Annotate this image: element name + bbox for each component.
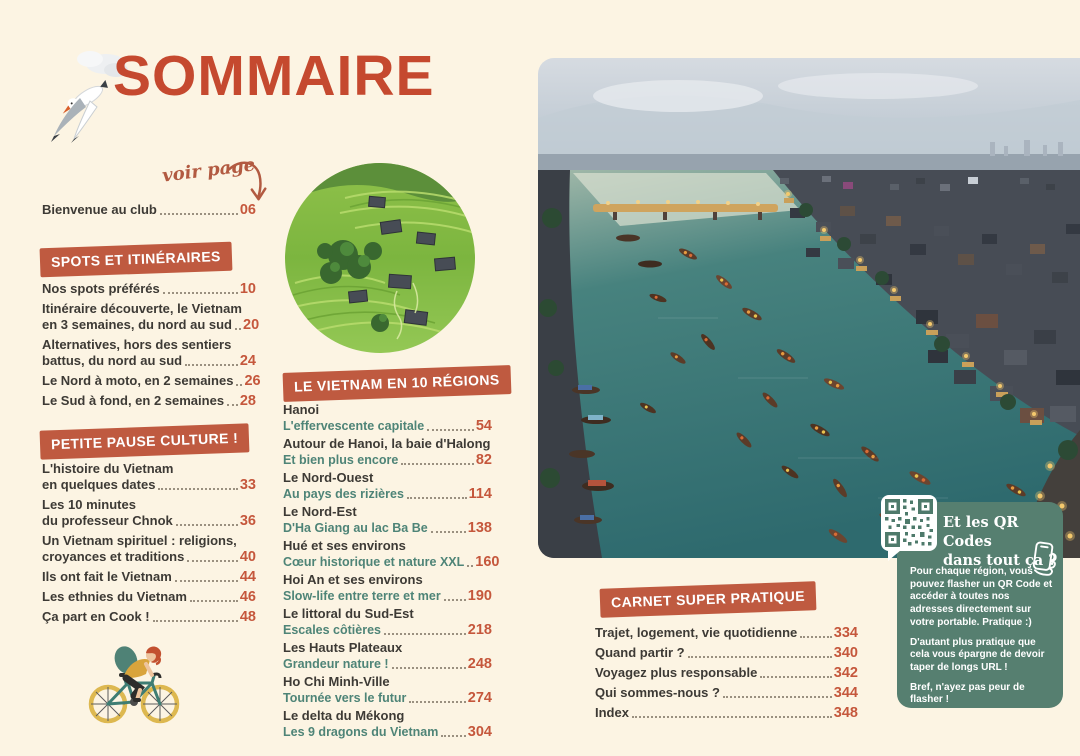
dot-leader (176, 524, 238, 526)
region-subtitle: Cœur historique et nature XXL (283, 555, 465, 569)
qr-panel-text: Pour chaque région, vous pouvez flasher un QR Code et accéder à toutes nos adresses directement sur votre portable. Pratique :) D'autant plus pratique que cela vous épargne de devoir taper de longs URL ! Bref, n'ayez pas peur de flasher ! (910, 566, 1053, 706)
toc-entry-label: L'histoire du Vietnam (42, 461, 174, 476)
qr-panel-title: Et les QR Codes dans tout ça ? (943, 514, 1057, 569)
region-subtitle: Slow-life entre terre et mer (283, 589, 441, 603)
toc-entry (283, 640, 492, 672)
toc-entry (595, 705, 858, 721)
toc-entry-label: Bienvenue au club (42, 202, 157, 217)
toc-entry-page: 304 (467, 724, 492, 740)
toc-entry-label: Les ethnies du Vietnam (42, 589, 187, 604)
dot-leader (163, 292, 238, 294)
toc-entry (42, 461, 256, 493)
toc-entry-label: Alternatives, hors des sentiers (42, 337, 232, 352)
toc-entry (595, 645, 858, 661)
toc-entry (42, 337, 256, 369)
toc-entry (42, 373, 261, 389)
page-title: SOMMAIRE (113, 44, 435, 108)
dot-leader (227, 404, 238, 406)
toc-entry-welcome (42, 202, 256, 218)
dot-leader (158, 488, 237, 490)
dot-leader (236, 384, 242, 386)
region-name: Le Nord-Ouest (283, 470, 374, 485)
toc-entry-label: Ça part en Cook ! (42, 609, 150, 624)
toc-entry-page: 344 (833, 685, 858, 701)
toc-entry (283, 402, 492, 434)
toc-entry-label: Index (595, 705, 629, 720)
region-name: Hanoi (283, 402, 320, 417)
dot-leader (407, 497, 467, 499)
dot-leader (444, 599, 466, 601)
toc-entry-page: 82 (475, 452, 492, 468)
toc-entry (283, 538, 500, 570)
region-subtitle: D'Ha Giang au lac Ba Be (283, 521, 428, 535)
toc-entry-page: 160 (475, 554, 500, 570)
toc-entry-page: 28 (239, 393, 256, 409)
toc-entry-page: 190 (467, 588, 492, 604)
toc-entry-label: battus, du nord au sud (42, 353, 183, 368)
toc-entry-page: 20 (243, 317, 260, 333)
toc-entry (595, 685, 858, 701)
toc-list-carnet (595, 625, 858, 725)
region-name: Ho Chi Minh-Ville (283, 674, 390, 689)
region-subtitle: Au pays des rizières (283, 487, 404, 501)
qr-code-icon (881, 495, 937, 551)
dot-leader (185, 364, 238, 366)
toc-entry-label: du professeur Chnok (42, 513, 173, 528)
toc-entry-page: 334 (833, 625, 858, 641)
toc-entry-page: 138 (467, 520, 492, 536)
toc-list-culture (42, 461, 256, 629)
rice-terrace-photo (285, 163, 475, 353)
region-subtitle: Les 9 dragons du Vietnam (283, 725, 439, 739)
dot-leader (800, 636, 832, 638)
region-name: Les Hauts Plateaux (283, 640, 403, 655)
region-subtitle: Grandeur nature ! (283, 657, 389, 671)
toc-entry (42, 533, 256, 565)
toc-list-spots (42, 281, 261, 413)
toc-entry-label: Quand partir ? (595, 645, 685, 660)
toc-entry-page: 48 (239, 609, 256, 625)
toc-entry (595, 625, 858, 641)
toc-entry-page: 10 (239, 281, 256, 297)
region-subtitle: Tournée vers le futur (283, 691, 407, 705)
dot-leader (235, 328, 241, 330)
hoi-an-aerial-photo (538, 58, 1080, 558)
toc-entry (283, 504, 492, 536)
toc-entry-page: 44 (239, 569, 256, 585)
dot-leader (431, 531, 466, 533)
see-page-note: voir page (161, 154, 257, 187)
toc-entry-page: 54 (475, 418, 492, 434)
toc-entry-label: Un Vietnam spirituel : religions, (42, 533, 237, 548)
region-subtitle: L'effervescente capitale (283, 419, 425, 433)
toc-entry-label: Trajet, logement, vie quotidienne (595, 625, 798, 640)
toc-entry-page: 342 (833, 665, 858, 681)
section-title-culture: PETITE PAUSE CULTURE ! (40, 423, 250, 459)
toc-entry-label: Ils ont fait le Vietnam (42, 569, 172, 584)
region-name: Autour de Hanoi, la baie d'Halong (283, 436, 491, 451)
dot-leader (760, 676, 831, 678)
curved-arrow-icon (226, 158, 270, 204)
toc-entry-page: 218 (467, 622, 492, 638)
toc-entry (283, 572, 492, 604)
dot-leader (190, 600, 238, 602)
toc-entry (283, 606, 492, 638)
dot-leader (384, 633, 466, 635)
toc-entry (595, 665, 858, 681)
toc-entry-page: 114 (468, 486, 492, 502)
dot-leader (632, 716, 832, 718)
toc-entry (283, 708, 492, 740)
toc-entry-page: 36 (239, 513, 256, 529)
toc-entry (42, 589, 256, 605)
toc-entry (42, 281, 256, 297)
dot-leader (688, 656, 832, 658)
dot-leader (187, 560, 238, 562)
toc-entry (42, 301, 260, 333)
region-name: Hoi An et ses environs (283, 572, 423, 587)
region-subtitle: Et bien plus encore (283, 453, 399, 467)
toc-entry-page: 348 (833, 705, 858, 721)
dot-leader (427, 429, 474, 431)
toc-entry (42, 569, 256, 585)
toc-entry (42, 497, 256, 529)
toc-entry-label: Itinéraire découverte, le Vietnam (42, 301, 242, 316)
dot-leader (401, 463, 474, 465)
toc-entry (42, 393, 256, 409)
dot-leader (723, 696, 832, 698)
dot-leader (153, 620, 238, 622)
dot-leader (392, 667, 466, 669)
dot-leader (160, 213, 238, 215)
toc-entry-page: 274 (467, 690, 492, 706)
region-name: Le Nord-Est (283, 504, 357, 519)
dot-leader (175, 580, 238, 582)
toc-entry-page: 46 (239, 589, 256, 605)
toc-entry-page: 33 (239, 477, 256, 493)
toc-entry-label: en quelques dates (42, 477, 156, 492)
region-name: Le delta du Mékong (283, 708, 405, 723)
toc-entry-label: Le Nord à moto, en 2 semaines (42, 373, 234, 388)
toc-entry-page: 248 (467, 656, 492, 672)
region-name: Le littoral du Sud-Est (283, 606, 414, 621)
toc-entry-page: 24 (239, 353, 256, 369)
dot-leader (467, 565, 473, 567)
toc-entry-label: Nos spots préférés (42, 281, 160, 296)
region-subtitle: Escales côtières (283, 623, 381, 637)
toc-entry-label: croyances et traditions (42, 549, 185, 564)
toc-list-regions (283, 402, 500, 742)
toc-entry (283, 674, 492, 706)
toc-entry-page: 06 (239, 202, 256, 218)
dot-leader (409, 701, 465, 703)
region-name: Hué et ses environs (283, 538, 406, 553)
section-title-carnet: CARNET SUPER PRATIQUE (600, 581, 817, 618)
toc-entry-page: 40 (239, 549, 256, 565)
section-title-spots: SPOTS ET ITINÉRAIRES (40, 242, 233, 278)
toc-entry-label: Voyagez plus responsable (595, 665, 758, 680)
cyclist-illustration-icon (82, 626, 186, 730)
toc-entry (42, 609, 256, 625)
dot-leader (441, 735, 465, 737)
section-title-regions: LE VIETNAM EN 10 RÉGIONS (283, 365, 512, 402)
toc-entry-label: en 3 semaines, du nord au sud (42, 317, 232, 332)
toc-entry-label: Qui sommes-nous ? (595, 685, 720, 700)
toc-entry-label: Les 10 minutes (42, 497, 136, 512)
toc-entry-page: 340 (833, 645, 858, 661)
toc-entry-label: Le Sud à fond, en 2 semaines (42, 393, 225, 408)
toc-entry-page: 26 (244, 373, 261, 389)
toc-entry (283, 470, 492, 502)
toc-entry (283, 436, 492, 468)
